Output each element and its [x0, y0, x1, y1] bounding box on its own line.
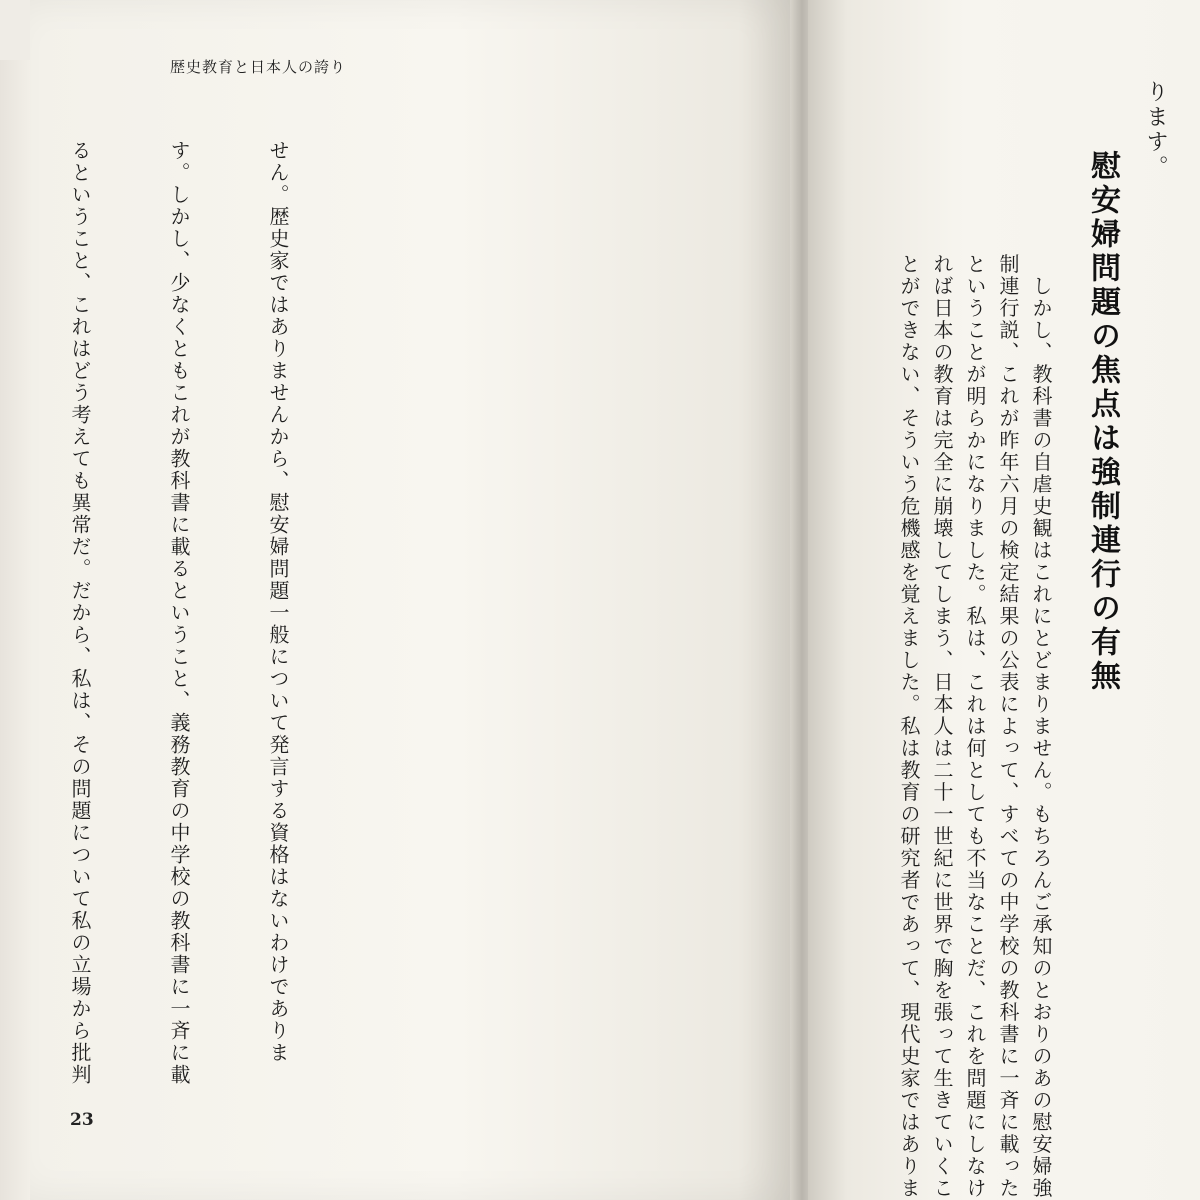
- text-line: しかし、教科書の自虐史観はこれにとどまりません。もちろんご承知のとおりのあの慰安婦強: [1029, 253, 1053, 1200]
- text-line: れば日本の教育は完全に崩壊してしまう、日本人は二十一世紀に世界で胸を張って生きていくこ: [930, 253, 954, 1200]
- text-line: るということ、これはどう考えても異常だ。だから、私は、その問題について私の立場から批判: [68, 140, 92, 1086]
- text-line: 制連行説、これが昨年六月の検定結果の公表によって、すべての中学校の教科書に一斉に載った: [996, 253, 1020, 1200]
- running-head: 歴史教育と日本人の誇り: [170, 58, 347, 76]
- text-line: す。しかし、少なくともこれが教科書に載るということ、義務教育の中学校の教科書に一斉に載: [167, 140, 191, 1086]
- text-line: とができない、そういう危機感を覚えました。私は教育の研究者であって、現代史家ではありま: [897, 253, 921, 1200]
- right-page-body: [820, 220, 1090, 1200]
- continued-text: ります。: [1143, 80, 1168, 180]
- text-line: せん。歴史家ではありませんから、慰安婦問題一般について発言する資格はないわけでありま: [266, 140, 290, 1064]
- left-page: [30, 0, 800, 1200]
- section-heading: 慰安婦問題の焦点は強制連行の有無: [1085, 150, 1120, 694]
- text-line: ということが明らかになりました。私は、これは何としても不当なことだ、これを問題にしなけ: [963, 253, 987, 1200]
- page-number: 23: [70, 1110, 94, 1130]
